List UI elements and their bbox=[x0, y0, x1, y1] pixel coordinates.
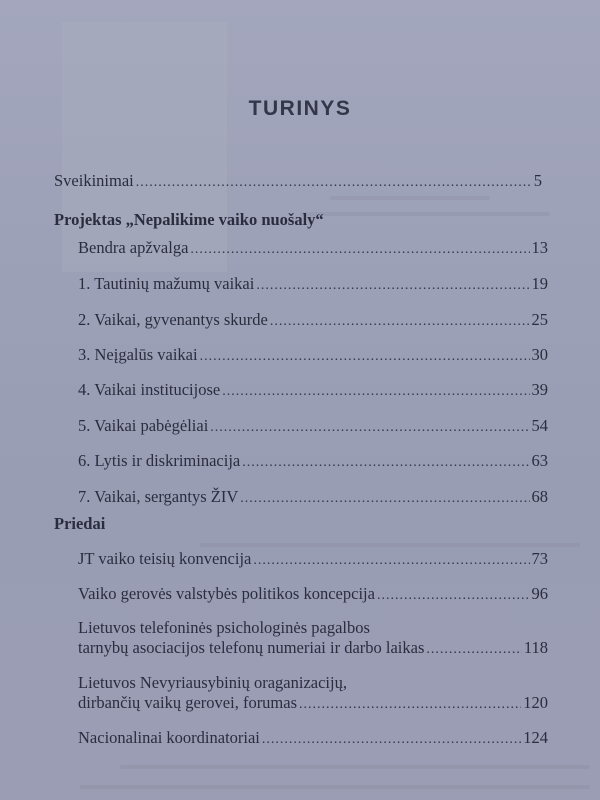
toc-page-number: 19 bbox=[531, 274, 548, 293]
leader-dots bbox=[210, 418, 529, 438]
toc-page-number: 39 bbox=[531, 380, 548, 399]
toc-entry bbox=[78, 549, 548, 571]
toc-entry bbox=[78, 487, 548, 509]
toc-page-number: 68 bbox=[531, 487, 548, 506]
leader-dots bbox=[190, 240, 529, 260]
leader-dots bbox=[222, 382, 529, 402]
toc-entry-label: Nacionalinai koordinatoriai bbox=[78, 728, 260, 747]
toc-entry-label: tarnybų asociacijos telefonų numeriai ir darbo laikas bbox=[78, 638, 425, 657]
toc-entry bbox=[78, 345, 548, 367]
toc-entry-label: Bendra apžvalga bbox=[78, 238, 189, 257]
toc-page-number: 5 bbox=[533, 171, 542, 190]
toc-page-number: 118 bbox=[523, 638, 548, 657]
toc-entry-multiline bbox=[78, 673, 548, 715]
toc-entry-label: 5. Vaikai pabėgėliai bbox=[78, 416, 209, 435]
toc-entry bbox=[78, 584, 548, 606]
section-heading-projektas: Projektas „Nepalikime vaiko nuošaly“ bbox=[54, 210, 324, 229]
toc-entry-label: 6. Lytis ir diskriminacija bbox=[78, 451, 241, 470]
toc-page-number: 120 bbox=[523, 693, 548, 712]
toc-page-number: 25 bbox=[531, 310, 548, 329]
toc-entry bbox=[78, 416, 548, 438]
toc-entry-label: 2. Vaikai, gyvenantys skurde bbox=[78, 310, 268, 329]
leader-dots bbox=[262, 730, 521, 750]
toc-entry bbox=[78, 728, 548, 750]
toc-entry-multiline bbox=[78, 618, 548, 660]
toc-entry-label: 1. Tautinių mažumų vaikai bbox=[78, 274, 255, 293]
leader-dots bbox=[240, 489, 529, 509]
toc-page-number: 73 bbox=[531, 549, 548, 568]
toc-entry bbox=[78, 380, 548, 402]
toc-entry-line2 bbox=[78, 638, 548, 660]
page-title: TURINYS bbox=[248, 97, 352, 120]
toc-entry-label: 4. Vaikai institucijose bbox=[78, 380, 221, 399]
toc-page-number: 30 bbox=[531, 345, 548, 364]
toc-page-number: 13 bbox=[531, 238, 548, 257]
leader-dots bbox=[242, 453, 529, 473]
toc-entry-line1: Lietuvos Nevyriausybinių oraganizacijų, bbox=[78, 673, 347, 692]
toc-entry-label: Sveikinimai bbox=[54, 171, 134, 190]
toc-entry-label: 3. Neįgalūs vaikai bbox=[78, 345, 198, 364]
toc-entry-line2 bbox=[78, 693, 548, 715]
toc-entry bbox=[78, 274, 548, 296]
toc-entry-label: JT vaiko teisių konvencija bbox=[78, 549, 252, 568]
leader-dots bbox=[270, 312, 530, 332]
toc-entry-label: dirbančių vaikų gerovei, forumas bbox=[78, 693, 298, 712]
toc-page-number: 124 bbox=[523, 728, 548, 747]
section-heading-priedai: Priedai bbox=[54, 514, 106, 533]
toc-entry-label: Vaiko gerovės valstybės politikos koncepcija bbox=[78, 584, 375, 603]
toc-page-number: 63 bbox=[531, 451, 548, 470]
leader-dots bbox=[136, 173, 532, 193]
leader-dots bbox=[299, 695, 521, 715]
toc-entry bbox=[78, 310, 548, 332]
leader-dots bbox=[253, 551, 529, 571]
toc-entry bbox=[78, 238, 548, 260]
leader-dots bbox=[200, 347, 530, 367]
leader-dots bbox=[426, 640, 521, 660]
toc-page-number: 96 bbox=[531, 584, 548, 603]
toc-page-number: 54 bbox=[531, 416, 548, 435]
toc-entry-sveikinimai bbox=[54, 171, 542, 193]
toc-entry-label: 7. Vaikai, sergantys ŽIV bbox=[78, 487, 239, 506]
toc-entry-line1: Lietuvos telefoninės psichologinės pagalbos bbox=[78, 618, 370, 637]
leader-dots bbox=[256, 276, 529, 296]
toc-entry bbox=[78, 451, 548, 473]
leader-dots bbox=[377, 586, 530, 606]
